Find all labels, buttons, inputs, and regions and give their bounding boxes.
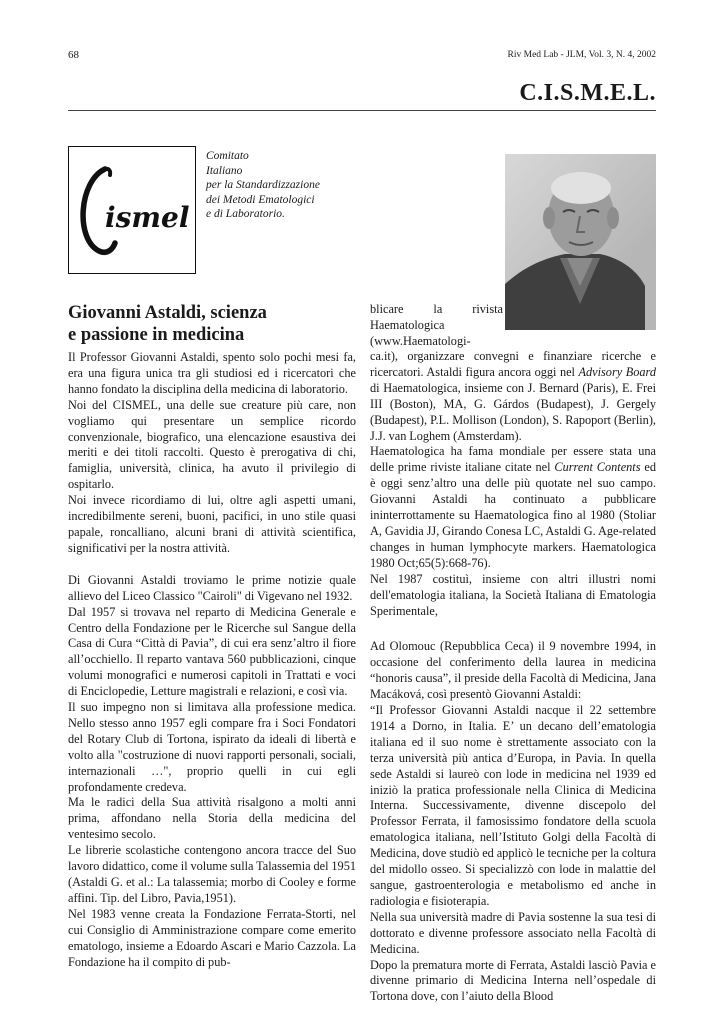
committee-line: dei Metodi Ematologici [206, 193, 315, 206]
committee-line: per la Standardizzazione [206, 179, 320, 191]
paragraph: “Il Professor Giovanni Astaldi nacque il 22 settembre 1914 a Dorno, in Italia. E’ un decano dell’ematologia italiana ed il suo nome è strettamente associato con la terza università più antica d’Europa, in Pavia. In quella sede Astaldi si laureò con lode in medicina nel 1939 ed iniziò la pratica professionale nella Clinica di Medicina Interna. Successivamente, divenne discepolo del Professor Ferrata, il famosissimo fondatore della scuola ematologica italiana, nell’Istituto Golgi della Facoltà di Medicina, dove studiò ed applicò le tecniche per la coltura del midollo osseo. Si specializzò con lode in malattie del sangue, gastroenterologia e metabolismo ed anche in radiologia e fisioterapia. [370, 703, 656, 908]
paragraph: Ma le radici della Sua attività risalgono a molti anni prima, affondano nella Storia della medicina del ventesimo secolo. [68, 795, 356, 842]
article-title [68, 302, 358, 346]
paragraph: Le librerie scolastiche contengono ancora tracce del Suo lavoro didattico, come il volume sulla Talassemia del 1951 (Astaldi G. et al.: La talassemia; morbo di Cooley e forme affini. Tip. del Libro, Pavia,1951). [68, 843, 356, 905]
text-run: di Haematologica, insieme con J. Bernard (Paris), E. Frei III (Boston), MA, G. Gárdos (Budapest), J. Gergely (Budapest), P.L. Mollison (London), S. Rapoport (Berlin), J.J. van Loghem (Amsterdam). [370, 380, 656, 443]
left-column [68, 350, 356, 970]
right-column [370, 334, 656, 1005]
cismel-logo [68, 146, 196, 274]
paragraph [370, 444, 656, 571]
paragraph: Ad Olomouc (Repubblica Ceca) il 9 novembre 1994, in occasione del conferimento della laurea in medicina “honoris causa”, il preside della Facoltà di Medicina, Jana Macáková, così presentò Giovanni Astaldi: [370, 639, 656, 702]
committee-line: Comitato [206, 150, 249, 162]
paragraph: Di Giovanni Astaldi troviamo le prime notizie quale allievo del Liceo Classico "Cairoli" di Vigevano nel 1932. [68, 572, 356, 603]
paragraph: blicare la rivista Haematologica (www.Haematologi- [370, 302, 503, 348]
journal-reference: Riv Med Lab - JLM, Vol. 3, N. 4, 2002 [507, 50, 656, 60]
section-title: C.I.S.M.E.L. [519, 80, 656, 106]
article-title-line: Giovanni Astaldi, scienza [68, 303, 267, 323]
paragraph: Noi invece ricordiamo di lui, oltre agli aspetti umani, incredibilmente sereni, buoni, pacifici, in uno stile quasi papale, roncalliano, alcuni brani di attività scientifica, significativi per la nostra attività. [68, 493, 356, 555]
portrait-photo [505, 154, 656, 330]
portrait-graphic [505, 154, 656, 330]
article-title-line: e passione in medicina [68, 325, 245, 345]
text-run: ca.it), organizzare convegni e finanziare ricerche e ricercatori. Astaldi figura ancora oggi nel [370, 349, 656, 379]
paragraph: Dopo la prematura morte di Ferrata, Astaldi lasciò Pavia e divenne primario di Medicina Interna nell’ospedale di Tortona dove, con l’aiuto della Blood [370, 957, 656, 1004]
committee-description [206, 149, 320, 222]
paragraph: Il suo impegno non si limitava alla professione medica. Nello stesso anno 1957 egli compare fra i Soci Fondatori del Rotary Club di Tortona, ispirato da ideali di libertà e volto alla "costruzione di nuovi rapporti personali, sociali, internazionali …", proprio quelli in cui egli profondamente credeva. [68, 700, 356, 794]
text-run: Haematologica ha fama mondiale per essere stata una delle prime riviste italiane citate nel [370, 444, 656, 475]
page-number: 68 [68, 49, 79, 61]
italic-run: Current Contents [554, 460, 641, 475]
paragraph: Nella sua università madre di Pavia sostenne la sua tesi di dottorato e divenne professore associato nella Facoltà di Medicina. [370, 909, 656, 956]
paragraph: Nel 1983 venne creata la Fondazione Ferrata-Storti, nel cui Consiglio di Amministrazione compare come emerito ematologo, insieme a Edoardo Ascari e Mario Cazzola. La Fondazione ha il compito di pub- [68, 906, 356, 969]
committee-line: e di Laboratorio. [206, 208, 285, 220]
paragraph: Dal 1957 si trovava nel reparto di Medicina Generale e Centro della Fondazione per le Ricerche sul Sangue della Casa di Cura “Città di Pavia”, di cui era senz’altro il fiore all’occhiello. Il reparto vantava 560 pubblicazioni, cinque volumi monografici e numerosi capitoli in Trattati e voci di Enciclopedie, Letture magistrali e relazioni, e così via. [68, 604, 356, 699]
paragraph: Noi del CISMEL, una delle sue creature più care, non vogliamo qui presentare un semplice ricordo convenzionale, biografico, una elencazione esaustiva dei meriti e dei titoli raccolti. Questo è prerogativa di chi, famiglia, università, clinica, ha avuto il privilegio di ospitarlo. [68, 397, 356, 492]
committee-line: Italiano [206, 164, 243, 177]
paragraph: Nel 1987 costituì, insieme con altri illustri nomi dell'ematologia italiana, la Società Italiana di Ematologia Sperimentale, [370, 571, 656, 618]
text-run: ed è oggi senz’altro una delle più quotate nel suo campo. Giovanni Astaldi ha continuato a pubblicare ininterrottamente su Haematologica fino al 1980 (Stoliar A, Gavidia JJ, Girando Conesa LC, Astaldi G. Age-related changes in human lymphocyte markers. Haematologica 1980 Oct;65(5):668-76). [370, 460, 656, 570]
italic-run: Advisory Board [578, 364, 656, 379]
cismel-logo-graphic [69, 147, 194, 272]
svg-text:ismel: ismel [105, 201, 190, 234]
paragraph: Il Professor Giovanni Astaldi, spento solo pochi mesi fa, era una figura unica tra gli studiosi ed i ricercatori che hanno fondato la disciplina della medicina di laboratorio. [68, 350, 356, 396]
paragraph [370, 349, 656, 444]
header-rule [68, 110, 656, 111]
